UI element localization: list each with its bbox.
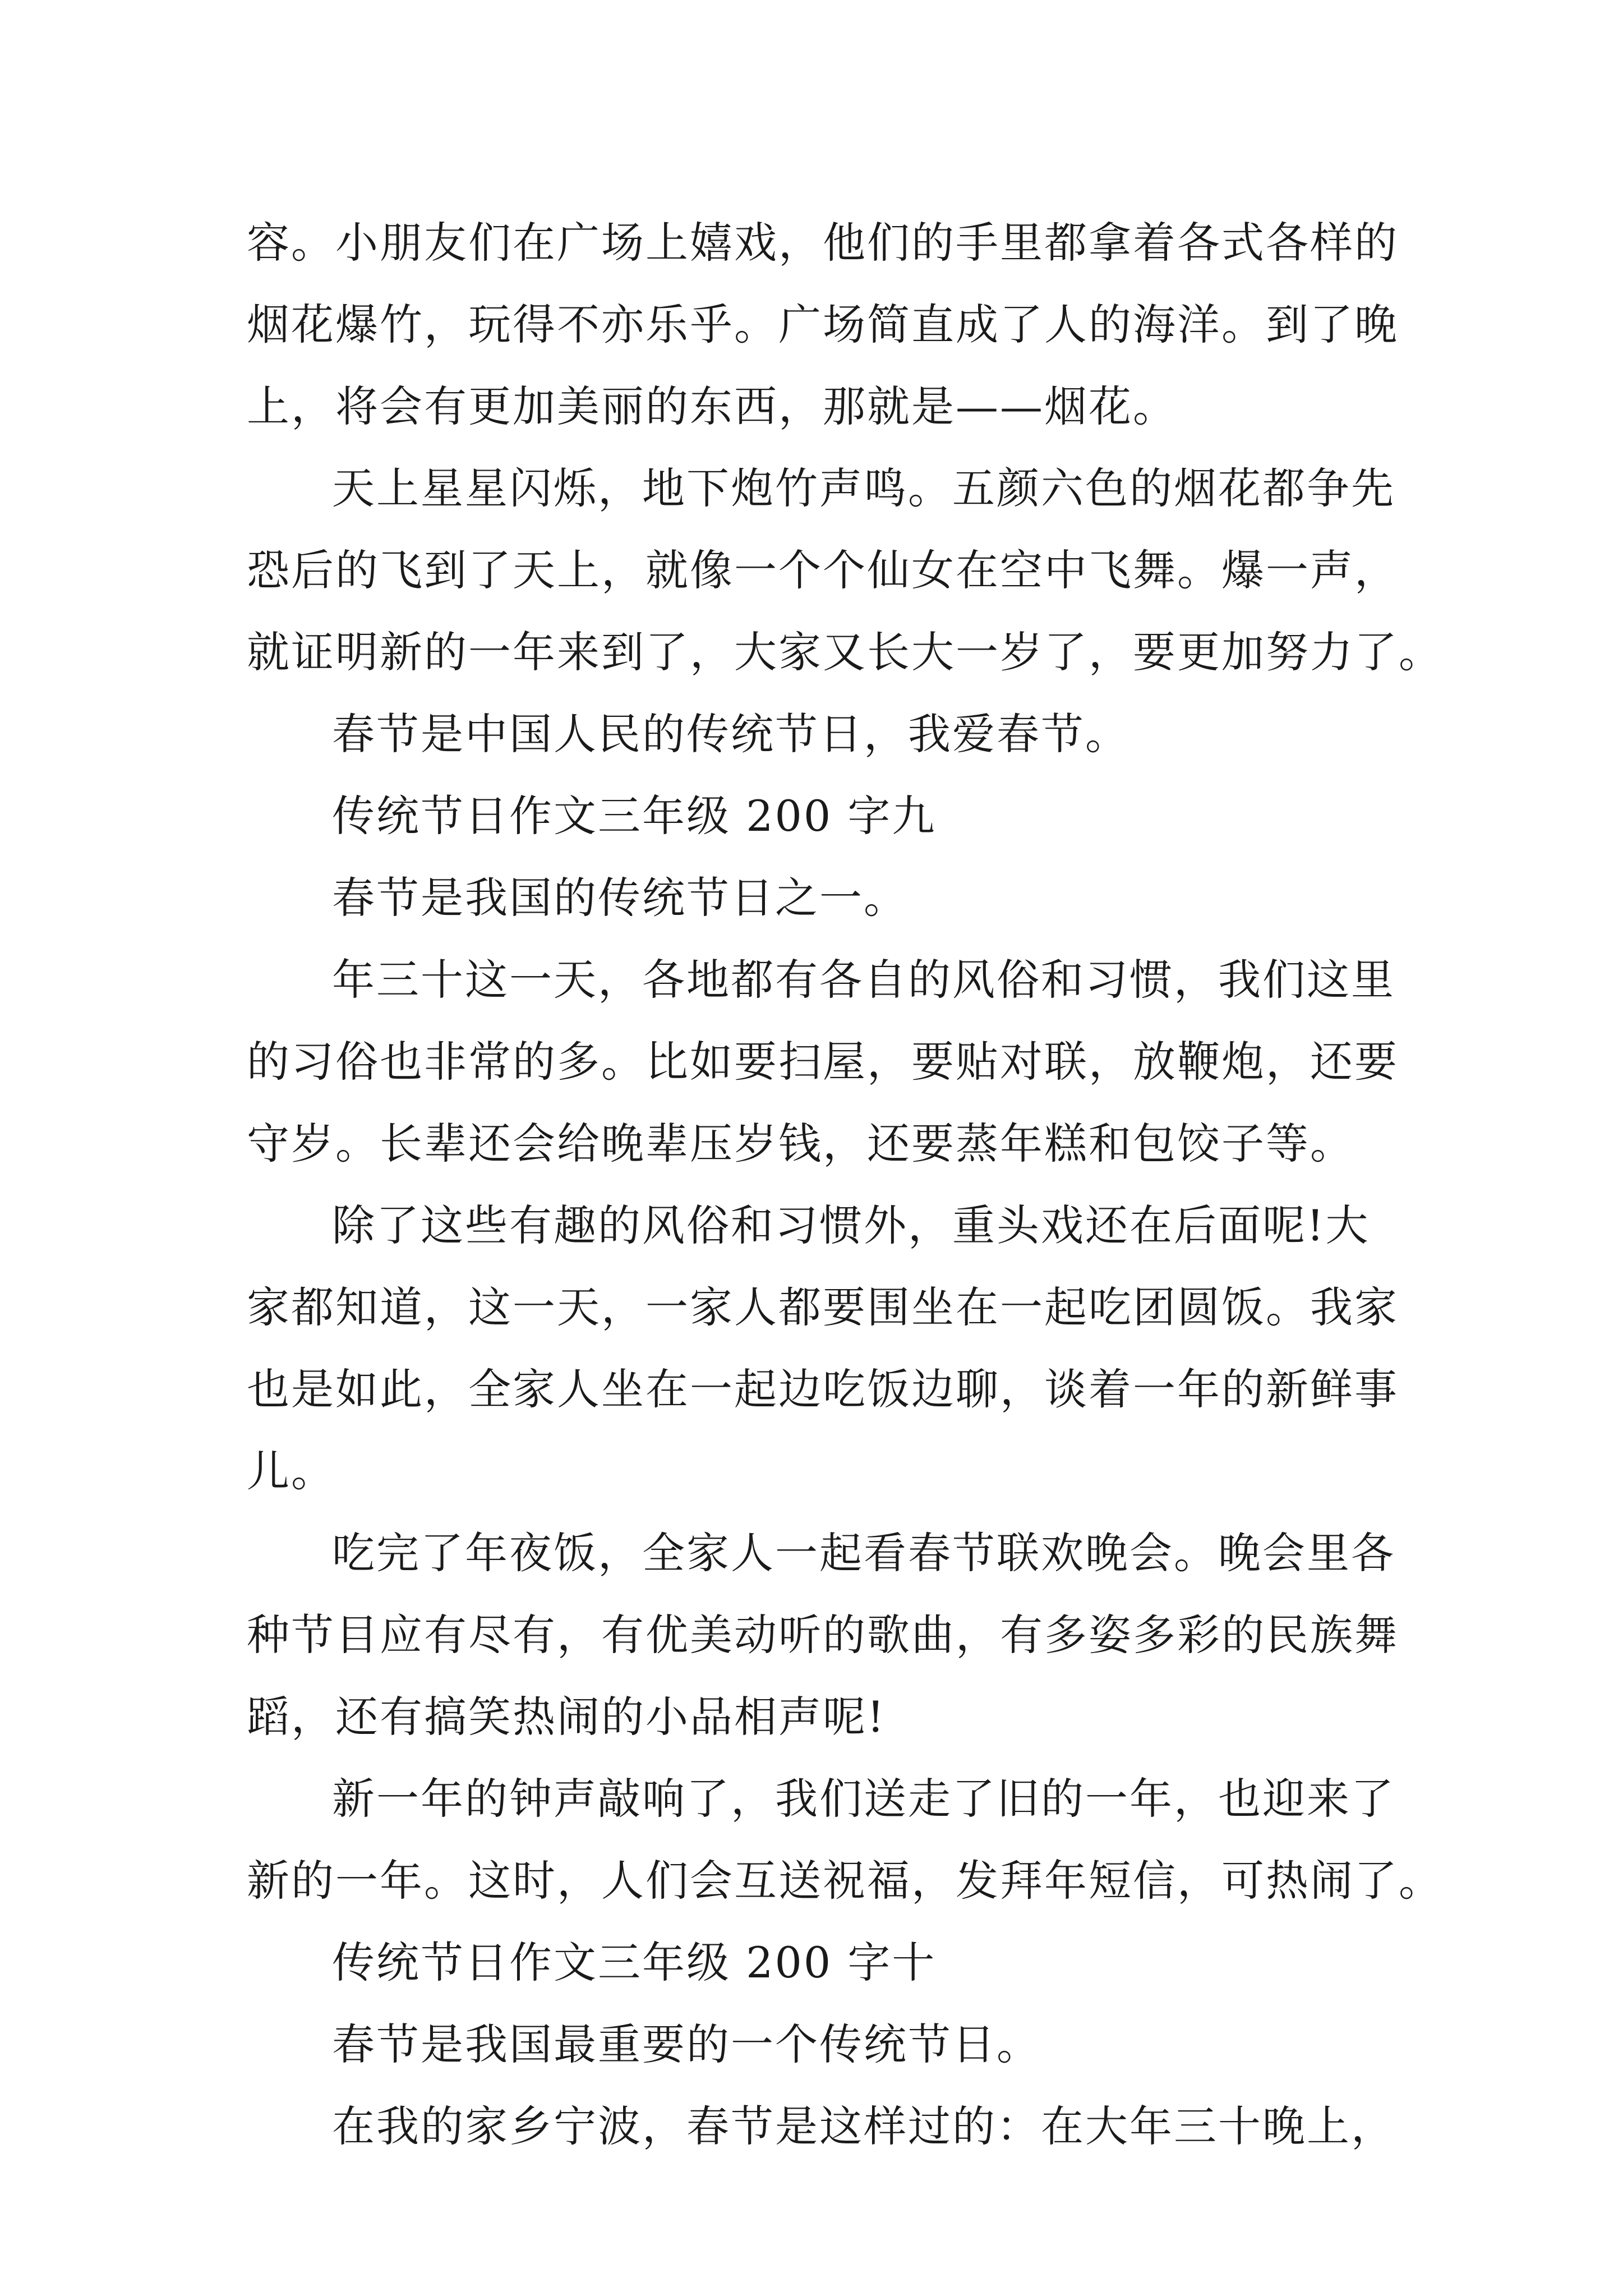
- text-line: 容。小朋友们在广场上嬉戏，他们的手里都拿着各式各样的: [247, 218, 1399, 268]
- section-heading: 传统节日作文三年级 200 字九: [332, 791, 937, 841]
- text-line: 上，将会有更加美丽的东西，那就是——烟花。: [247, 381, 1177, 431]
- paragraph-start-line: 除了这些有趣的风俗和习惯外，重头戏还在后面呢!大: [332, 1200, 1370, 1250]
- text-line: 蹈，还有搞笑热闹的小品相声呢!: [247, 1692, 886, 1742]
- paragraph-start-line: 吃完了年夜饭，全家人一起看春节联欢晚会。晚会里各: [332, 1528, 1395, 1578]
- text-line: 儿。: [247, 1446, 335, 1496]
- paragraph-start-line: 在我的家乡宁波，春节是这样过的：在大年三十晚上，: [332, 2101, 1395, 2151]
- text-line: 的习俗也非常的多。比如要扫屋，要贴对联，放鞭炮，还要: [247, 1037, 1399, 1087]
- text-line: 家都知道，这一天，一家人都要围坐在一起吃团圆饭。我家: [247, 1282, 1399, 1332]
- text-line: 守岁。长辈还会给晚辈压岁钱，还要蒸年糕和包饺子等。: [247, 1119, 1354, 1168]
- text-line: 也是如此，全家人坐在一起边吃饭边聊，谈着一年的新鲜事: [247, 1364, 1399, 1414]
- text-line: 种节目应有尽有，有优美动听的歌曲，有多姿多彩的民族舞: [247, 1610, 1399, 1660]
- paragraph-start-line: 新一年的钟声敲响了，我们送走了旧的一年，也迎来了: [332, 1774, 1395, 1824]
- paragraph-start-line: 春节是中国人民的传统节日，我爱春节。: [332, 709, 1129, 759]
- paragraph-start-line: 春节是我国的传统节日之一。: [332, 873, 908, 923]
- body-text: [247, 202, 1443, 2168]
- paragraph-start-line: 春节是我国最重要的一个传统节日。: [332, 2019, 1041, 2069]
- text-line: 新的一年。这时，人们会互送祝福，发拜年短信，可热闹了。: [247, 1856, 1443, 1906]
- text-line: 恐后的飞到了天上，就像一个个仙女在空中飞舞。爆一声，: [247, 545, 1399, 595]
- paragraph-start-line: 年三十这一天，各地都有各自的风俗和习惯，我们这里: [332, 955, 1395, 1005]
- text-line: 就证明新的一年来到了，大家又长大一岁了，要更加努力了。: [247, 627, 1443, 677]
- paragraph-start-line: 天上星星闪烁，地下炮竹声鸣。五颜六色的烟花都争先: [332, 463, 1395, 513]
- text-line: 烟花爆竹，玩得不亦乐乎。广场简直成了人的海洋。到了晚: [247, 300, 1399, 349]
- section-heading: 传统节日作文三年级 200 字十: [332, 1938, 937, 1987]
